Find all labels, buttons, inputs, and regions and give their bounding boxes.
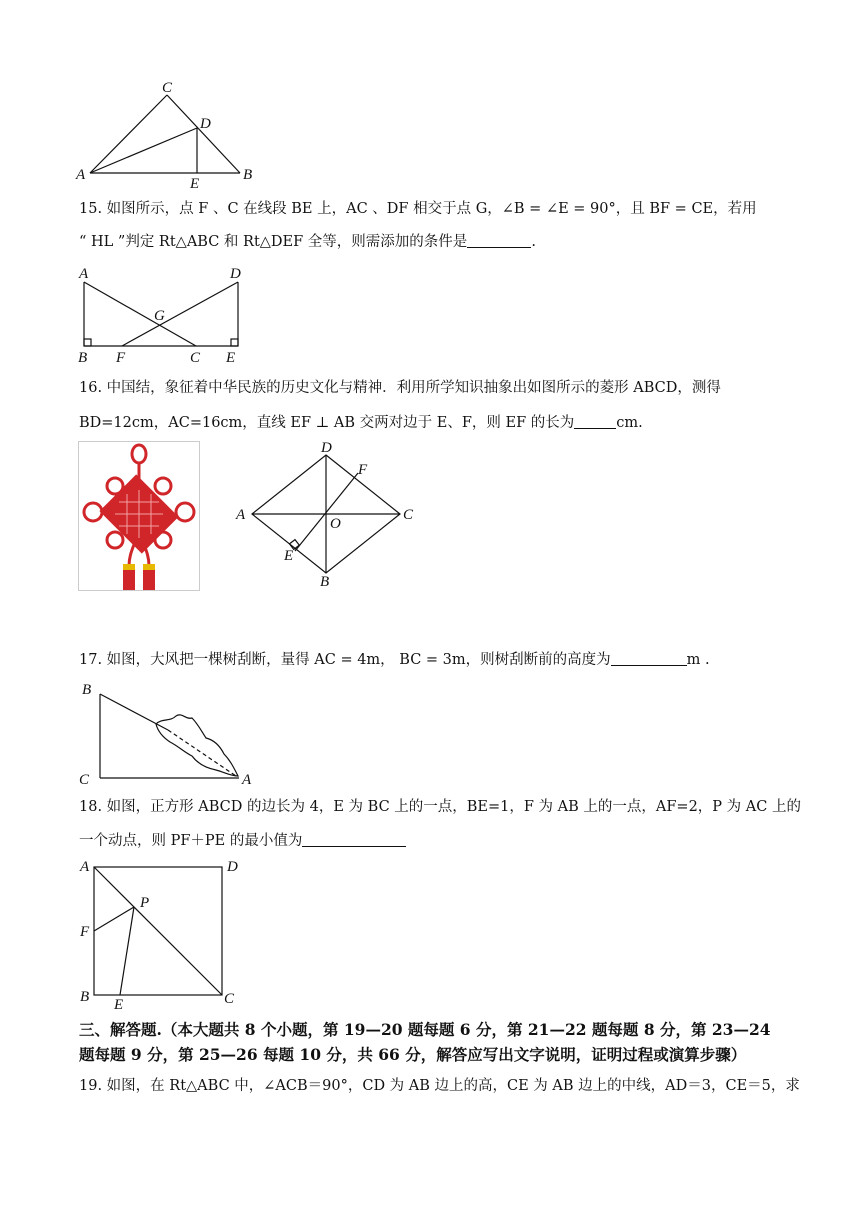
q16-line2: [79, 413, 643, 433]
q15-line2-text: “ HL ”判定 Rt△ABC 和 Rt△DEF 全等，则需添加的条件是: [79, 234, 468, 250]
label-o: O: [330, 516, 341, 532]
label-e: E: [114, 997, 124, 1011]
label-b: B: [243, 167, 253, 183]
label-e: E: [284, 548, 294, 564]
label-b: B: [80, 989, 90, 1005]
q15-line1: 15. 如图所示，点 F 、C 在线段 BE 上，AC 、DF 相交于点 G，∠B = ∠E = 90°，且 BF = CE，若用: [79, 201, 757, 217]
label-b: B: [78, 350, 88, 366]
q17-line1-text: 17. 如图，大风把一棵树刮断，量得 AC = 4m， BC = 3m，则树刮断前的高度为: [79, 652, 611, 668]
label-e: E: [226, 350, 236, 366]
figure-q17-broken-tree: [74, 672, 274, 790]
label-c: C: [162, 80, 173, 96]
figure-q18-square: [76, 855, 256, 1011]
label-c: C: [79, 772, 90, 788]
q19-line1: 19. 如图，在 Rt△ABC 中，∠ACB＝90°，CD 为 AB 边上的高，CE 为 AB 边上的中线，AD＝3，CE＝5，求: [79, 1078, 800, 1094]
label-c: C: [224, 991, 235, 1007]
q16-line1: 16. 中国结，象征着中华民族的历史文化与精神．利用所学知识抽象出如图所示的菱形 ABCD，测得: [79, 380, 721, 396]
q15-line2-end: .: [531, 234, 536, 250]
q18-line2-text: 一个动点，则 PF＋PE 的最小值为: [79, 833, 303, 849]
label-b: B: [320, 574, 330, 588]
label-a: A: [76, 167, 86, 183]
label-p: P: [140, 895, 150, 911]
label-d: D: [200, 116, 211, 132]
label-c: C: [403, 507, 414, 523]
label-f: F: [80, 924, 90, 940]
label-a: A: [242, 772, 252, 788]
q16-line2-end: cm.: [616, 415, 643, 431]
label-b: B: [82, 682, 92, 698]
q16-line2-text: BD=12cm，AC=16cm，直线 EF ⊥ AB 交两对边于 E、F，则 EF 的长为: [79, 415, 575, 431]
q15-line2: [79, 232, 536, 252]
chinese-knot-image: [78, 441, 200, 591]
chinese-knot-icon: [79, 442, 199, 590]
section3-heading-line1: 三、解答题.（本大题共 8 个小题，第 19—20 题每题 6 分，第 21—22 题每题 8 分，第 23—24: [79, 1020, 771, 1039]
label-d: D: [230, 266, 241, 282]
label-e: E: [190, 176, 200, 192]
q15-answer-blank[interactable]: [467, 233, 531, 248]
label-f: F: [358, 462, 368, 478]
q18-answer-blank[interactable]: [302, 832, 406, 847]
label-a: A: [80, 859, 90, 875]
q16-answer-blank[interactable]: [574, 414, 616, 429]
section3-heading-line2: 题每题 9 分，第 25—26 每题 10 分，共 66 分，解答应写出文字说明，证明过程或演算步骤）: [79, 1045, 747, 1064]
label-a: A: [236, 507, 246, 523]
figure-q16-rhombus: [230, 440, 420, 588]
label-a: A: [79, 266, 89, 282]
label-c: C: [190, 350, 201, 366]
q17-answer-blank[interactable]: [611, 651, 687, 666]
label-f: F: [116, 350, 126, 366]
figure-q15-triangles: [74, 262, 254, 366]
label-g: G: [154, 308, 165, 324]
label-d: D: [227, 859, 238, 875]
q17-line1-end: m .: [686, 652, 710, 668]
q18-line1: 18. 如图，正方形 ABCD 的边长为 4，E 为 BC 上的一点，BE=1，F 为 AB 上的一点，AF=2，P 为 AC 上的: [79, 799, 801, 815]
figure-q14-triangle: [70, 78, 270, 193]
label-d: D: [321, 440, 332, 456]
q18-line2: [79, 831, 406, 851]
q17-line1: [79, 650, 710, 670]
